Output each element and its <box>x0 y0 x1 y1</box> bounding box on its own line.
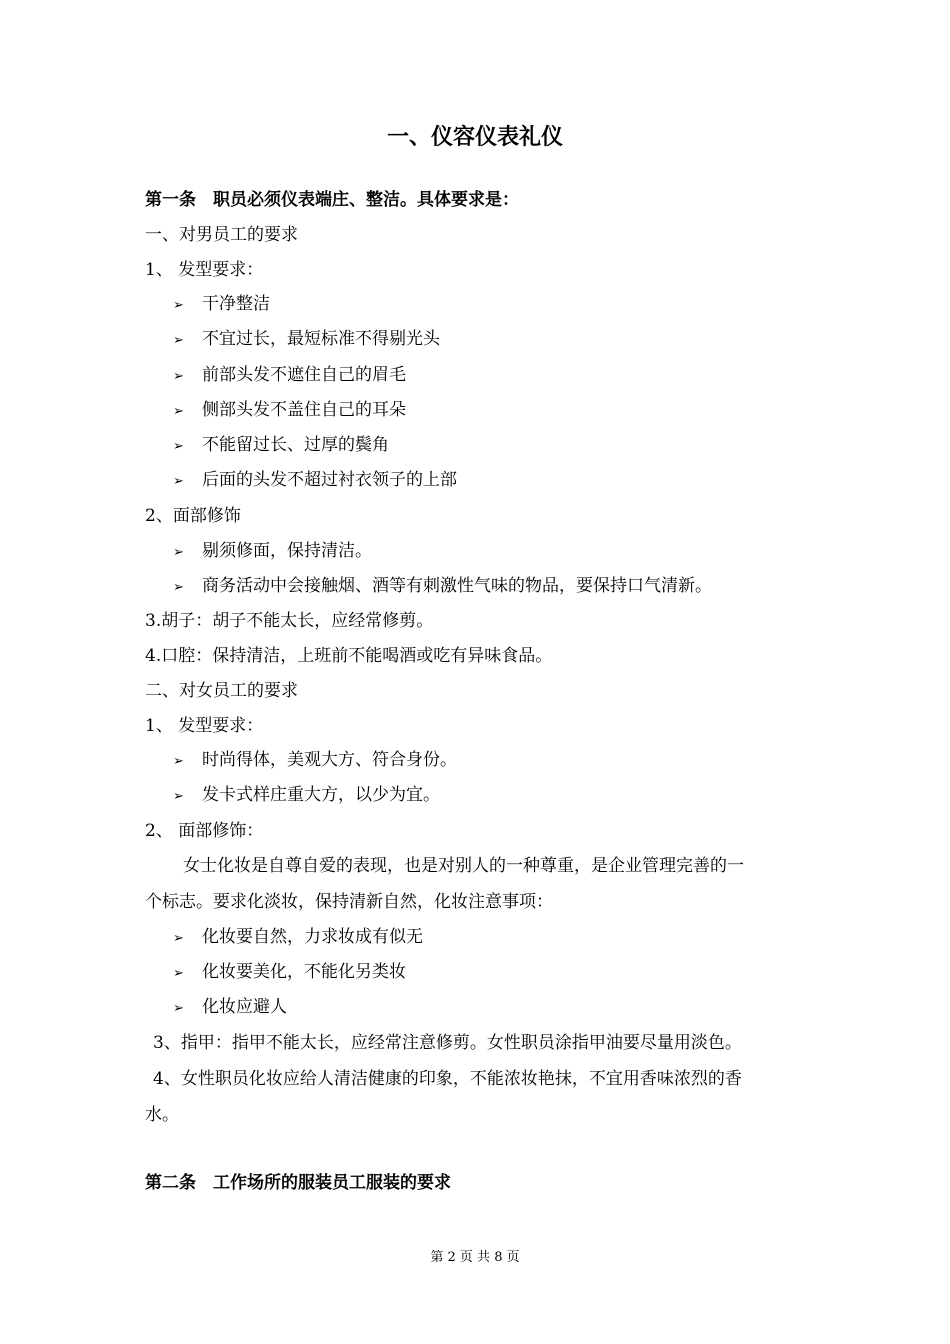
list-item: ➢ 剔须修面，保持清洁。 <box>173 540 372 564</box>
list-item: ➢ 化妆要自然，力求妆成有似无 <box>173 926 423 950</box>
list-item: ➢ 不能留过长、过厚的鬓角 <box>173 434 389 458</box>
bullet-arrow-icon: ➢ <box>173 754 184 769</box>
article-2-heading: 第二条 工作场所的服装员工服装的要求 <box>145 1173 451 1193</box>
women-section-heading: 二、对女员工的要求 <box>145 681 298 701</box>
list-item: ➢ 化妆要美化，不能化另类妆 <box>173 961 406 985</box>
bullet-arrow-icon: ➢ <box>173 369 184 384</box>
list-item: ➢ 前部头发不遮住自己的眉毛 <box>173 364 406 388</box>
list-item: ➢ 侧部头发不盖住自己的耳朵 <box>173 399 406 423</box>
page-title: 一、仪容仪表礼仪 <box>386 125 563 150</box>
paragraph-line: 女士化妆是自尊自爱的表现，也是对别人的一种尊重，是企业管理完善的一 <box>183 856 744 876</box>
list-item: ➢ 发卡式样庄重大方，以少为宜。 <box>173 784 440 808</box>
list-item: ➢ 化妆应避人 <box>173 996 287 1020</box>
article-1-heading: 第一条 职员必须仪表端庄、整洁。具体要求是： <box>145 190 519 210</box>
bullet-arrow-icon: ➢ <box>173 439 184 454</box>
list-item: ➢ 干净整洁 <box>173 293 270 317</box>
bullet-arrow-icon: ➢ <box>173 298 184 313</box>
bullet-arrow-icon: ➢ <box>173 404 184 419</box>
list-item: ➢ 时尚得体，美观大方、符合身份。 <box>173 749 457 773</box>
paragraph-line: 4、女性职员化妆应给人清洁健康的印象，不能浓妆艳抹，不宜用香味浓烈的香 <box>153 1069 742 1089</box>
bullet-arrow-icon: ➢ <box>173 789 184 804</box>
list-item: ➢ 不宜过长，最短标准不得剔光头 <box>173 328 440 352</box>
women-hair-heading: 1、 发型要求： <box>145 716 264 736</box>
men-mouth-rule: 4.口腔：保持清洁，上班前不能喝酒或吃有异味食品。 <box>145 646 553 666</box>
list-item: ➢ 商务活动中会接触烟、酒等有刺激性气味的物品，要保持口气清新。 <box>173 575 712 599</box>
bullet-arrow-icon: ➢ <box>173 931 184 946</box>
bullet-arrow-icon: ➢ <box>173 545 184 560</box>
men-section-heading: 一、对男员工的要求 <box>145 225 298 245</box>
women-face-heading: 2、 面部修饰： <box>145 821 264 841</box>
bullet-arrow-icon: ➢ <box>173 580 184 595</box>
page-footer: 第 2 页 共 8 页 <box>430 1250 520 1265</box>
paragraph-line: 个标志。要求化淡妆，保持清新自然，化妆注意事项： <box>145 892 553 912</box>
women-nails-rule: 3、指甲：指甲不能太长，应经常注意修剪。女性职员涂指甲油要尽量用淡色。 <box>153 1033 742 1053</box>
bullet-arrow-icon: ➢ <box>173 1001 184 1016</box>
men-face-heading: 2、面部修饰 <box>145 506 241 526</box>
bullet-arrow-icon: ➢ <box>173 333 184 348</box>
bullet-arrow-icon: ➢ <box>173 474 184 489</box>
list-item: ➢ 后面的头发不超过衬衣领子的上部 <box>173 469 457 493</box>
men-beard-rule: 3.胡子：胡子不能太长，应经常修剪。 <box>145 611 434 631</box>
paragraph-line: 水。 <box>145 1105 179 1125</box>
bullet-arrow-icon: ➢ <box>173 966 184 981</box>
men-hair-heading: 1、 发型要求： <box>145 260 264 280</box>
